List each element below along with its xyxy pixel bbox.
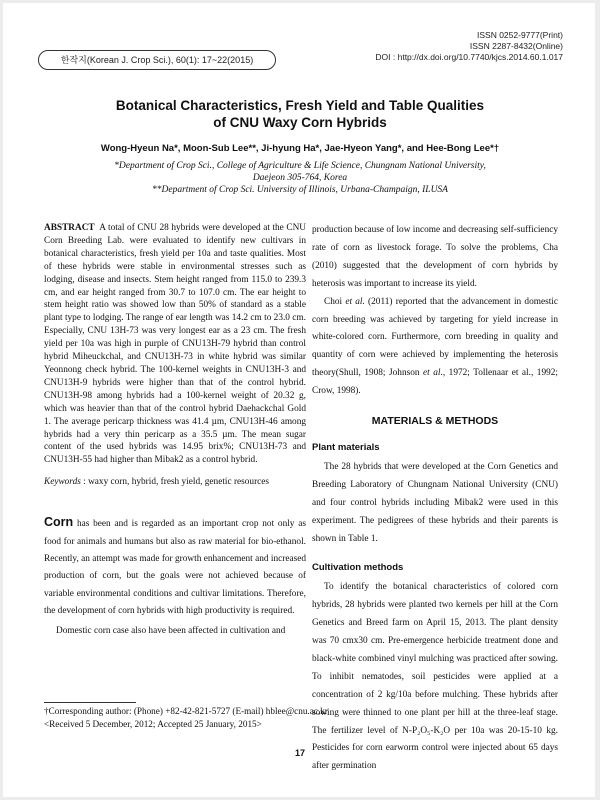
plant-materials-text: The 28 hybrids that were developed at the Corn Genetics and Breeding Laboratory of Chungnam National University (CNU) and four control hybrids including Mibak2 were used in this experiment. The pedigrees of these hybrids and their parents is shown in Table 1. xyxy=(312,461,558,544)
intro-paragraph-1 xyxy=(44,514,306,620)
subheading-plant-materials: Plant materials xyxy=(312,441,380,453)
intro-paragraph-2: Domestic corn case also have been affected in cultivation and xyxy=(56,625,286,636)
journal-reference-tab: 한작지(Korean J. Crop Sci.), 60(1): 17~22(2015) xyxy=(38,50,276,70)
issn-online: ISSN 2287-8432(Online) xyxy=(469,41,563,51)
affiliation-3: **Department of Crop Sci. University of Illinois, Urbana-Champaign, ILUSA xyxy=(152,185,448,195)
page-number: 17 xyxy=(294,748,305,758)
right-column xyxy=(312,222,558,776)
doi-link[interactable]: DOI : http://dx.doi.org/10.7740/kjcs.2014.60.1.017 xyxy=(375,52,563,62)
left-column xyxy=(44,222,306,640)
affiliation-2: Daejeon 305-764, Korea xyxy=(252,173,348,183)
affiliation-1: *Department of Crop Sci., College of Agriculture & Life Science, Chungnam National University, xyxy=(114,161,486,171)
cultivation-methods-text: To identify the botanical characteristics of colored corn hybrids, 28 hybrids were planted two kernels per hill at the Corn Genetics and Breed farm on April 15, 2013. The plant density was 70 cmx30 cm. Pre-emergence herbicide treatment done and black-white combined vinyl mulching was practiced after sowing. To inhibit nematodes, soil pesticides were applied at a concentration of 2 kg/10a before mulching. These hybrids after sowing were thinned to one plant per hill at the three-leaf stage. The fertilizer level of N-P₂O₅-K₂O per 10a was 20-15-10 kg. Pesticides for corn earworm control were injected about 65 days after germination xyxy=(312,582,558,772)
p3-b: (2011) reported that the advancement in domestic corn breeding was achieved by targeting for yield increase in white-colored corn. Furthermore, corn breeding in quality and quantity of corn were achieved by implementing the heterosis theory(Shull, 1908; Johnson xyxy=(312,296,559,379)
intro-dropword: Corn xyxy=(44,515,74,530)
keywords-label: Keywords xyxy=(44,477,81,488)
abstract-text: A total of CNU 28 hybrids were developed at the CNU Corn Breeding Lab. were evaluated to identify new cultivars in botanical characteristics, fresh yield per 10a and taste qualities. Most of these hybrids were stable in environmental stresses such as lodging, disease and insects. Stem height ranged from 115.0 to 239.3 cm, and ear height ranged from 30.7 to 107.0 cm. The ear height to stem height ratio was showed low than 50% of standard as a stable plant type to lodging. The range of ear length was 14.2 cm to 23.0 cm. Especially, CNU 13H-73 was very longest ear as a 23 cm. The fresh yield per 10a was high in purple of CNU13H-79 hybrid than control hybrid Miheuckchal, and CNU13H-73 in white hybrid was similar Yeonnong check hybrid. The 100-kernel weights in CNU13H-3 and CNU13H-9 hybrids were higher than that of the control hybrid. CNU13H-98 among hybrids had a 100-kernel weight of 20.32 g, which was heavier than that of the control hybrid Daehackchal Gold 1. The average pericarp thickness was 41.4 µm, CNU13H-46 among hybrids had a very thin pericarp as a 35.5 µm. The mean sugar content of the used hybrids was 14.95 brix%; CNU13H-73 and CNU13H-55 had higher than Mibak2 as a control hybrid. xyxy=(44,223,306,466)
p3-etal2: et al xyxy=(423,368,441,379)
p3-c: ., 1972; Tollenaar et al., 1992; Crow, 1998). xyxy=(312,368,558,397)
paper-title-line1: Botanical Characteristics, Fresh Yield and Table Qualities xyxy=(115,98,485,113)
abstract-label: ABSTRACT xyxy=(44,223,95,233)
subheading-cultivation-methods: Cultivation methods xyxy=(312,562,404,574)
corresponding-author-footnote: †Corresponding author: (Phone) +82-42-821-5727 (E-mail) hblee@cnu.ac.kr xyxy=(44,706,328,716)
abstract xyxy=(44,222,306,467)
paper-title-line2: of CNU Waxy Corn Hybrids xyxy=(213,115,387,130)
intro-paragraph-2-continued: production because of low income and decreasing self-sufficiency rate of corn as livestock forage. To solve the problems, Cha (2010) suggested that the development of corn hybrids by heterosis was important to increase its yield. xyxy=(312,225,558,289)
keywords xyxy=(44,476,306,489)
received-dates-footnote: <Received 5 December, 2012; Accepted 25 January, 2015> xyxy=(44,719,262,729)
issn-doi-block xyxy=(375,30,563,63)
p3-etal: et al. xyxy=(345,296,365,307)
footnote-divider xyxy=(44,702,136,703)
section-heading-methods: MATERIALS & METHODS xyxy=(371,415,499,428)
issn-print: ISSN 0252-9777(Print) xyxy=(477,30,563,40)
p3-a: Choi xyxy=(324,296,346,307)
author-list: Wong-Hyeun Na*, Moon-Sub Lee**, Ji-hyung Ha*, Jae-Hyeon Yang*, and Hee-Bong Lee*† xyxy=(100,143,500,154)
intro-paragraph-3 xyxy=(312,294,558,401)
keywords-text: : waxy corn, hybrid, fresh yield, genetic resources xyxy=(80,477,270,488)
intro-p1-text: has been and is regarded as an important crop not only as food for animals and humans but also as raw material for bio-ethanol. Recently, an attempt was made for growth enhancement and increased production of corn, but the goals were not achieved because of variable environmental conditions and cultivar limitations. Therefore, the development of corn hybrids with high productivity is required. xyxy=(44,519,306,617)
